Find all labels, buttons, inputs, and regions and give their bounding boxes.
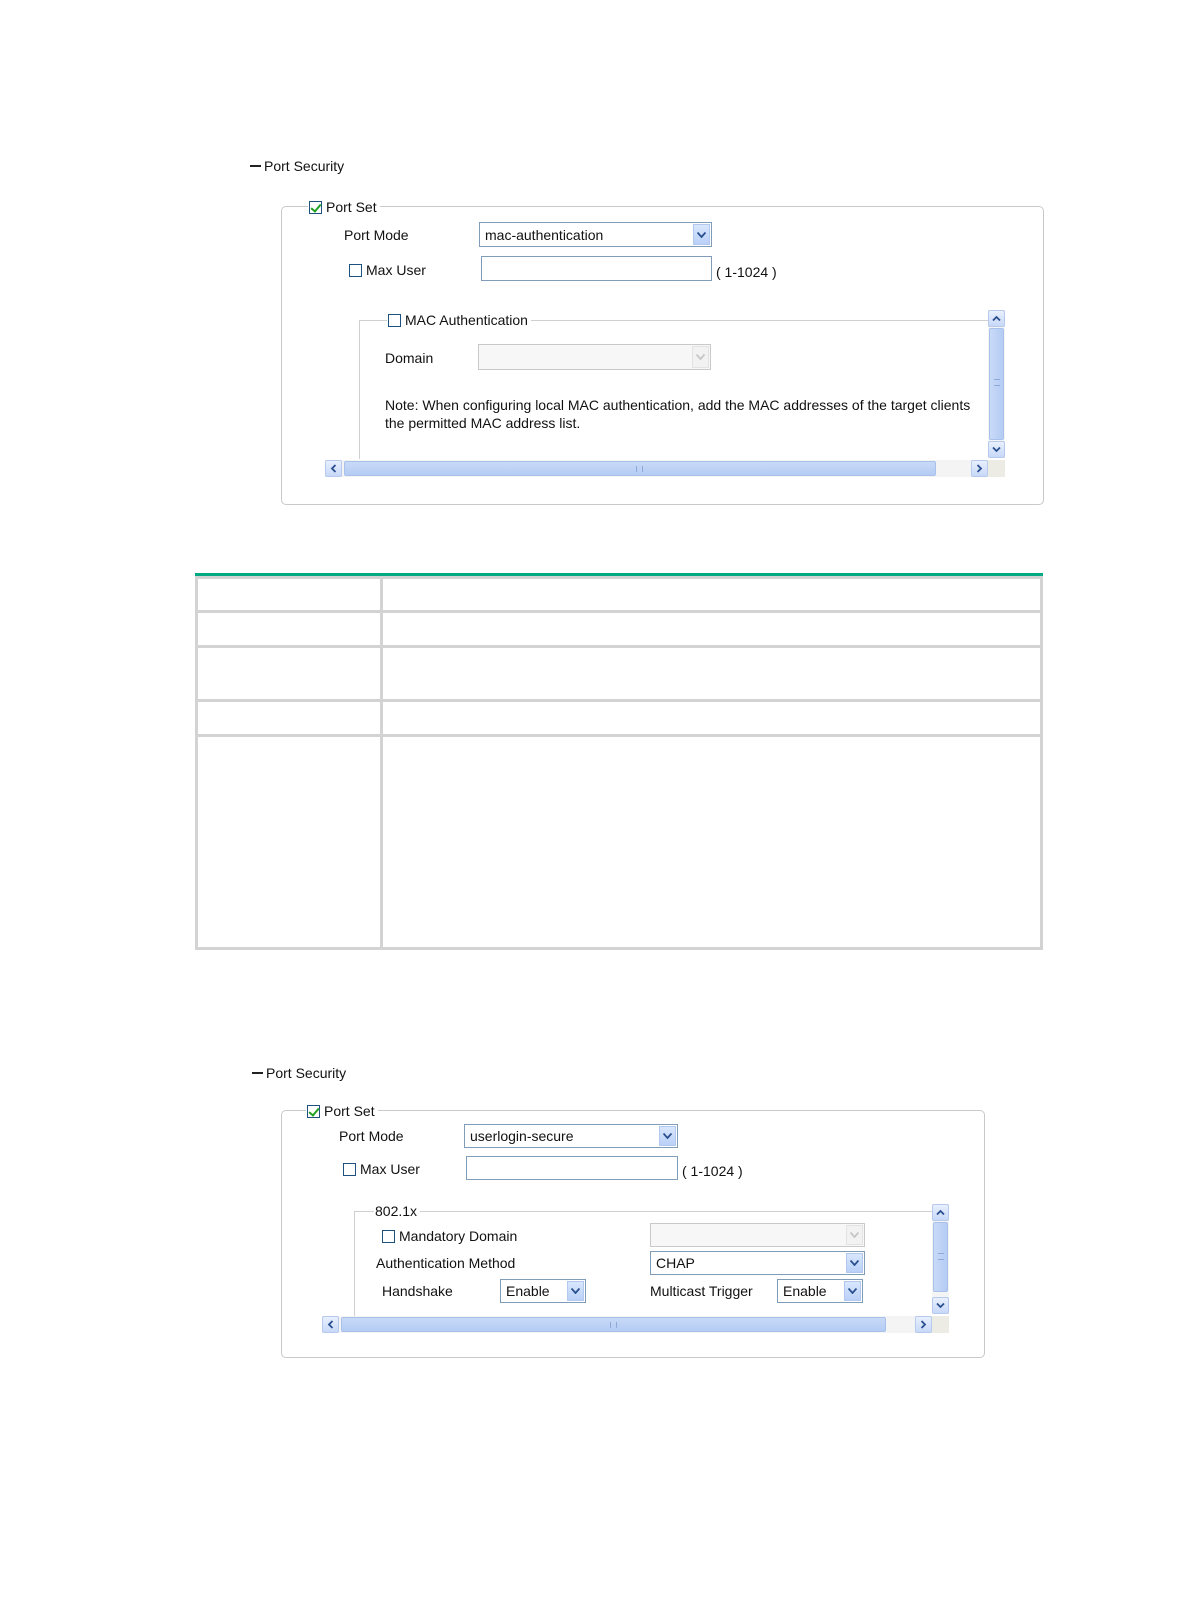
chevron-down-icon[interactable]: [844, 1281, 861, 1301]
multicast-trigger-select[interactable]: [777, 1279, 863, 1303]
table-cell-description: [382, 701, 1042, 736]
chevron-down-icon[interactable]: [846, 1225, 863, 1245]
port-set-label: Port Set: [324, 1103, 375, 1119]
vertical-scroll-thumb[interactable]: [989, 328, 1004, 440]
chevron-down-icon[interactable]: [846, 1253, 863, 1273]
horizontal-scrollbar[interactable]: [322, 1316, 932, 1333]
scroll-down-icon[interactable]: [988, 441, 1005, 458]
port-set-label: Port Set: [326, 199, 377, 215]
section-title: Port Security: [266, 1065, 347, 1081]
mac-auth-fieldset: [359, 320, 988, 459]
port-set-legend[interactable]: [306, 1103, 378, 1119]
scroll-corner: [988, 460, 1005, 477]
collapse-icon[interactable]: [252, 1072, 263, 1074]
chevron-down-icon[interactable]: [659, 1126, 676, 1146]
auth-method-label: Authentication Method: [376, 1255, 516, 1271]
collapse-icon[interactable]: [250, 165, 261, 167]
dot1x-legend: [374, 1203, 420, 1219]
section-title: Port Security: [264, 158, 345, 174]
table-row: [197, 701, 1042, 736]
vertical-scrollbar[interactable]: [932, 1204, 949, 1314]
note-line-1: Note: When configuring local MAC authentication, add the MAC addresses of the target clients: [385, 397, 971, 413]
scroll-corner: [932, 1316, 949, 1333]
domain-label: Domain: [385, 350, 434, 366]
dot1x-label: 802.1x: [375, 1203, 418, 1219]
mandatory-domain-checkbox[interactable]: [382, 1230, 395, 1243]
max-user-checkbox-row[interactable]: [349, 262, 426, 278]
mandatory-domain-select[interactable]: [650, 1223, 865, 1247]
domain-select[interactable]: [478, 344, 711, 370]
multicast-trigger-value: Enable: [783, 1283, 827, 1299]
max-user-checkbox[interactable]: [349, 264, 362, 277]
table-cell-item: [197, 612, 382, 647]
max-user-checkbox[interactable]: [343, 1163, 356, 1176]
max-user-input[interactable]: [466, 1156, 678, 1180]
chevron-down-icon[interactable]: [693, 224, 710, 245]
max-user-checkbox-row[interactable]: [343, 1161, 420, 1177]
port-mode-value: userlogin-secure: [470, 1128, 574, 1144]
table-cell-description: [382, 647, 1042, 701]
horizontal-scrollbar[interactable]: [325, 460, 988, 477]
port-mode-select[interactable]: [464, 1124, 678, 1148]
max-user-label: Max User: [360, 1161, 420, 1177]
section-header-port-security-2[interactable]: [252, 1065, 346, 1081]
scroll-up-icon[interactable]: [932, 1204, 949, 1221]
table-row: [197, 736, 1042, 949]
auth-method-select[interactable]: [650, 1251, 865, 1275]
table-cell-item: [197, 647, 382, 701]
port-set-checkbox[interactable]: [307, 1105, 320, 1118]
max-user-range: ( 1-1024 ): [682, 1163, 743, 1179]
mac-auth-label: MAC Authentication: [405, 312, 528, 328]
vertical-scrollbar[interactable]: [988, 310, 1005, 458]
handshake-select[interactable]: [500, 1279, 586, 1303]
table-row: [197, 647, 1042, 701]
mandatory-domain-row[interactable]: [382, 1228, 517, 1244]
horizontal-scroll-thumb[interactable]: [341, 1317, 886, 1332]
table-row: [197, 612, 1042, 647]
multicast-trigger-label: Multicast Trigger: [650, 1283, 753, 1299]
auth-method-value: CHAP: [656, 1255, 695, 1271]
port-mode-label: Port Mode: [344, 227, 409, 243]
table-row: [197, 578, 1042, 612]
scroll-left-icon[interactable]: [325, 460, 342, 477]
handshake-label: Handshake: [382, 1283, 453, 1299]
horizontal-scroll-thumb[interactable]: [344, 461, 936, 476]
table-cell-item: [197, 701, 382, 736]
max-user-label: Max User: [366, 262, 426, 278]
scroll-right-icon[interactable]: [915, 1316, 932, 1333]
mac-auth-legend[interactable]: [387, 312, 531, 328]
chevron-down-icon[interactable]: [692, 346, 709, 368]
scroll-up-icon[interactable]: [988, 310, 1005, 327]
port-set-checkbox[interactable]: [309, 201, 322, 214]
scroll-right-icon[interactable]: [971, 460, 988, 477]
chevron-down-icon[interactable]: [567, 1281, 584, 1301]
port-mode-label: Port Mode: [339, 1128, 404, 1144]
max-user-input[interactable]: [481, 256, 712, 281]
mandatory-domain-label: Mandatory Domain: [399, 1228, 518, 1244]
vertical-scroll-thumb[interactable]: [933, 1222, 948, 1292]
table-cell-description: [382, 736, 1042, 949]
section-header-port-security-1[interactable]: [250, 158, 344, 174]
parameter-table: [195, 576, 1043, 950]
port-mode-select[interactable]: [479, 222, 712, 247]
table-cell-item: [197, 578, 382, 612]
handshake-value: Enable: [506, 1283, 550, 1299]
table-cell-item: [197, 736, 382, 949]
port-set-legend[interactable]: [308, 199, 380, 215]
scroll-down-icon[interactable]: [932, 1297, 949, 1314]
note-line-2: the permitted MAC address list.: [385, 415, 581, 431]
table-cell-description: [382, 578, 1042, 612]
port-mode-value: mac-authentication: [485, 226, 604, 243]
scroll-left-icon[interactable]: [322, 1316, 339, 1333]
mac-auth-checkbox[interactable]: [388, 314, 401, 327]
table-cell-description: [382, 612, 1042, 647]
max-user-range: ( 1-1024 ): [716, 264, 777, 280]
